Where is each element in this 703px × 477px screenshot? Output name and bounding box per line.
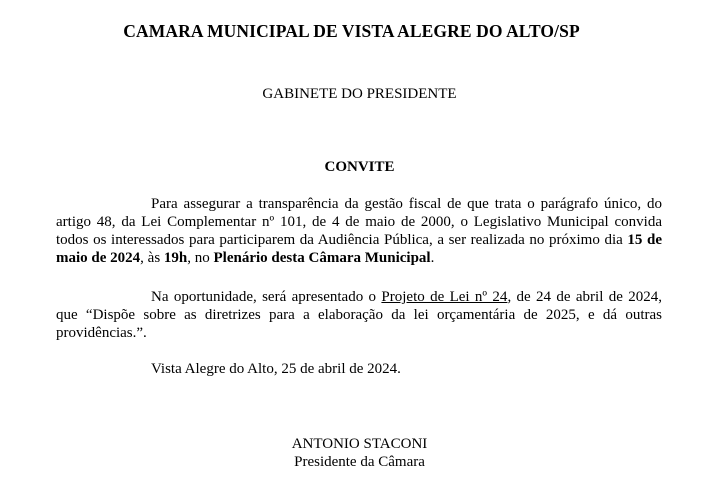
paragraph1-text-4: . <box>430 250 435 266</box>
event-time: 19h <box>163 250 188 266</box>
institution-title: CAMARA MUNICIPAL DE VISTA ALEGRE DO ALTO/SP <box>123 21 580 41</box>
event-date: 15 de maio de 2024 <box>56 232 662 266</box>
event-location: Plenário desta Câmara Municipal <box>213 250 431 266</box>
office-subheader: GABINETE DO PRESIDENTE <box>262 86 457 102</box>
paragraph1-text-3: , no <box>187 250 214 266</box>
bill-reference: Projeto de Lei nº 24 <box>381 289 508 305</box>
signatory-name: ANTONIO STACONI <box>291 436 428 452</box>
invitation-paragraph <box>56 195 662 267</box>
paragraph1-text-2: , às <box>140 250 164 266</box>
document-type-heading: CONVITE <box>324 159 395 175</box>
signatory-title: Presidente da Câmara <box>294 454 425 470</box>
place-and-date: Vista Alegre do Alto, 25 de abril de 2024. <box>151 361 401 377</box>
paragraph2-text-1: Na oportunidade, será apresentado o <box>151 289 382 305</box>
paragraph2-text-2: , de 24 de abril de 2024, que “Dispõe sobre as diretrizes para a elaboração da lei orçamentária de 2025, e dá outras providências.”. <box>56 289 662 341</box>
bill-paragraph <box>56 288 662 342</box>
paragraph1-text-1: Para assegurar a transparência da gestão fiscal de que trata o parágrafo único, do artigo 48, da Lei Complementar nº 101, de 4 de maio de 2000, o Legislativo Municipal convida todos os interessados para participarem da Audiência Pública, a ser realizada no próximo dia <box>56 196 662 248</box>
signature-block <box>0 435 703 471</box>
